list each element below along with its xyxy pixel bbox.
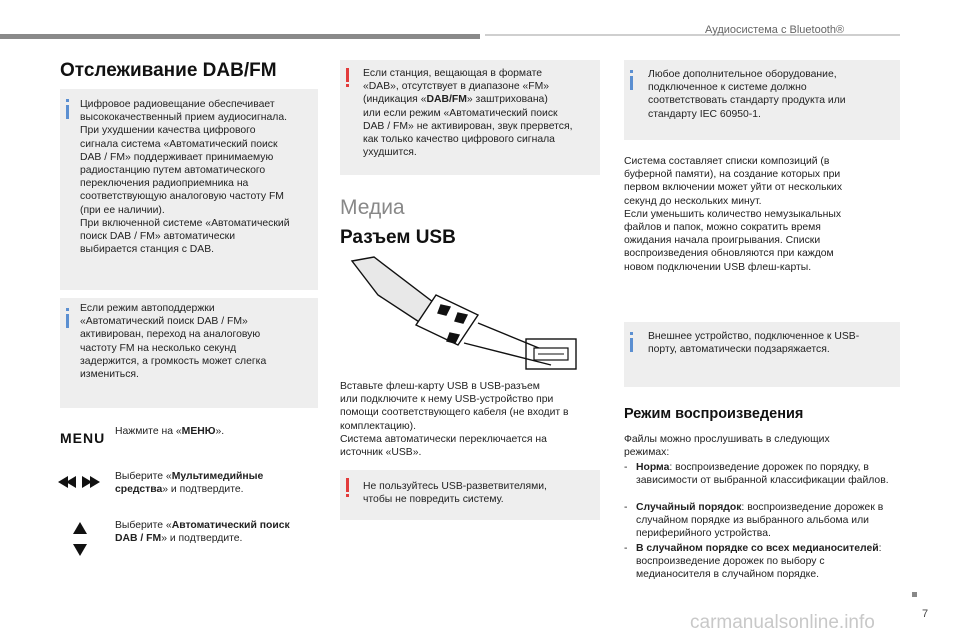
- page-number: 7: [922, 608, 929, 620]
- warning-icon: [346, 68, 349, 82]
- warning-text: Если станция, вещающая в формате «DAB», отсутствует в диапазоне «FM» (индикация «DAB/FM» заштрихована) или если режим «Автоматический поиск DAB / FM» не активирован, звук прервется, как только качество цифрового сигнала ухудшится.: [363, 68, 573, 159]
- info-icon-bar: [66, 314, 69, 328]
- info-icon-bar: [630, 338, 633, 352]
- warning-box-usb-hub: [340, 470, 600, 520]
- info-box-equipment: [624, 60, 900, 140]
- watermark: carmanualsonline.info: [690, 612, 875, 633]
- info-text: Если режим автоподдержки «Автоматический поиск DAB / FM» активирован, переход на аналоговую частоту FM на несколько секунд задержится, а громкость может слегка измениться.: [80, 303, 267, 381]
- list-item-normal: - Норма: воспроизведение дорожек по порядку, в зависимости от выбранной классификации файлов.: [624, 462, 889, 487]
- playlist-paragraph: Система составляет списки композиций (в буферной памяти), на создание которых при первом включении может уйти от нескольких секунд до нескольких минут. Если уменьшить количество немузыкальных файлов и папок, можно сократить время ожидания начала проигрывания. Списки воспроизведения обновляются при каждом новом подключении USB флеш-карты.: [624, 156, 843, 273]
- arrow-up-icon: [73, 522, 87, 534]
- info-box-autofollow: [60, 298, 318, 408]
- info-text: Внешнее устройство, подключенное к USB- порту, автоматически подзаряжается.: [648, 331, 860, 356]
- info-box-digital-radio: [60, 89, 318, 290]
- arrow-down-icon: [73, 544, 87, 556]
- warning-icon-dot: [346, 494, 349, 497]
- info-box-charging: [624, 322, 900, 387]
- info-icon: [66, 99, 69, 102]
- info-icon-bar: [630, 76, 633, 90]
- info-icon: [630, 332, 633, 335]
- info-text: Любое дополнительное оборудование, подключенное к системе должно соответствовать стандарту продукта или стандарту IEC 60950-1.: [648, 69, 846, 120]
- arrows-left-right-icon: [58, 476, 102, 490]
- menu-button-icon: MENU: [60, 430, 106, 446]
- page-marker: [912, 592, 917, 597]
- warning-text: Не пользуйтесь USB-разветвителями, чтобы не повредить систему.: [363, 481, 547, 506]
- info-icon-bar: [66, 105, 69, 119]
- usb-instructions: Вставьте флеш-карту USB в USB-разъем или подключите к нему USB-устройство при помощи соответствующего кабеля (не входит в комплектацию). Система автоматически переключается на источник «USB».: [340, 381, 569, 459]
- warning-icon-dot: [346, 84, 349, 87]
- warning-box-dab: [340, 60, 600, 175]
- step-3-text: Выберите «Автоматический поиск DAB / FM» и подтвердите.: [115, 520, 290, 545]
- play-mode-title: Режим воспроизведения: [624, 406, 804, 422]
- info-icon: [630, 70, 633, 73]
- list-item-shuffle: - Случайный порядок: воспроизведение дорожек в случайном порядке из выбранного альбома или периферийного устройства.: [624, 502, 884, 540]
- header-title: Аудиосистема с Bluetooth®: [705, 24, 845, 36]
- arrow-left-icon: [66, 476, 76, 488]
- page-title: Отслеживание DAB/FM: [60, 60, 277, 81]
- play-mode-intro: Файлы можно прослушивать в следующих режимах:: [624, 434, 830, 459]
- step-2-text: Выберите «Мультимедийные средства» и подтвердите.: [115, 471, 264, 496]
- list-item-shuffle-all: - В случайном порядке со всех медианосителей: воспроизведение дорожек по выбору с медианосителя в случайном порядке.: [624, 543, 882, 581]
- info-text: Цифровое радиовещание обеспечивает высококачественный прием аудиосигнала. При ухудшении качества цифрового сигнала система «Автоматический поиск DAB / FM» поддерживает принимаемую радиостанцию путем автоматического переключения радиоприемника на соответствующую аналоговую частоту FM (при ее наличии). При включенной системе «Автоматический поиск DAB / FM» автоматически выбирается станция с DAB.: [80, 99, 290, 256]
- header-bar: [0, 34, 480, 39]
- step-1-text: Нажмите на «МЕНЮ».: [115, 426, 225, 437]
- warning-icon: [346, 478, 349, 492]
- arrow-right-icon: [90, 476, 100, 488]
- usb-connector-illustration: [346, 255, 581, 375]
- info-icon: [66, 308, 69, 311]
- section-title-media: Медиа: [340, 196, 405, 219]
- usb-title: Разъем USB: [340, 227, 456, 248]
